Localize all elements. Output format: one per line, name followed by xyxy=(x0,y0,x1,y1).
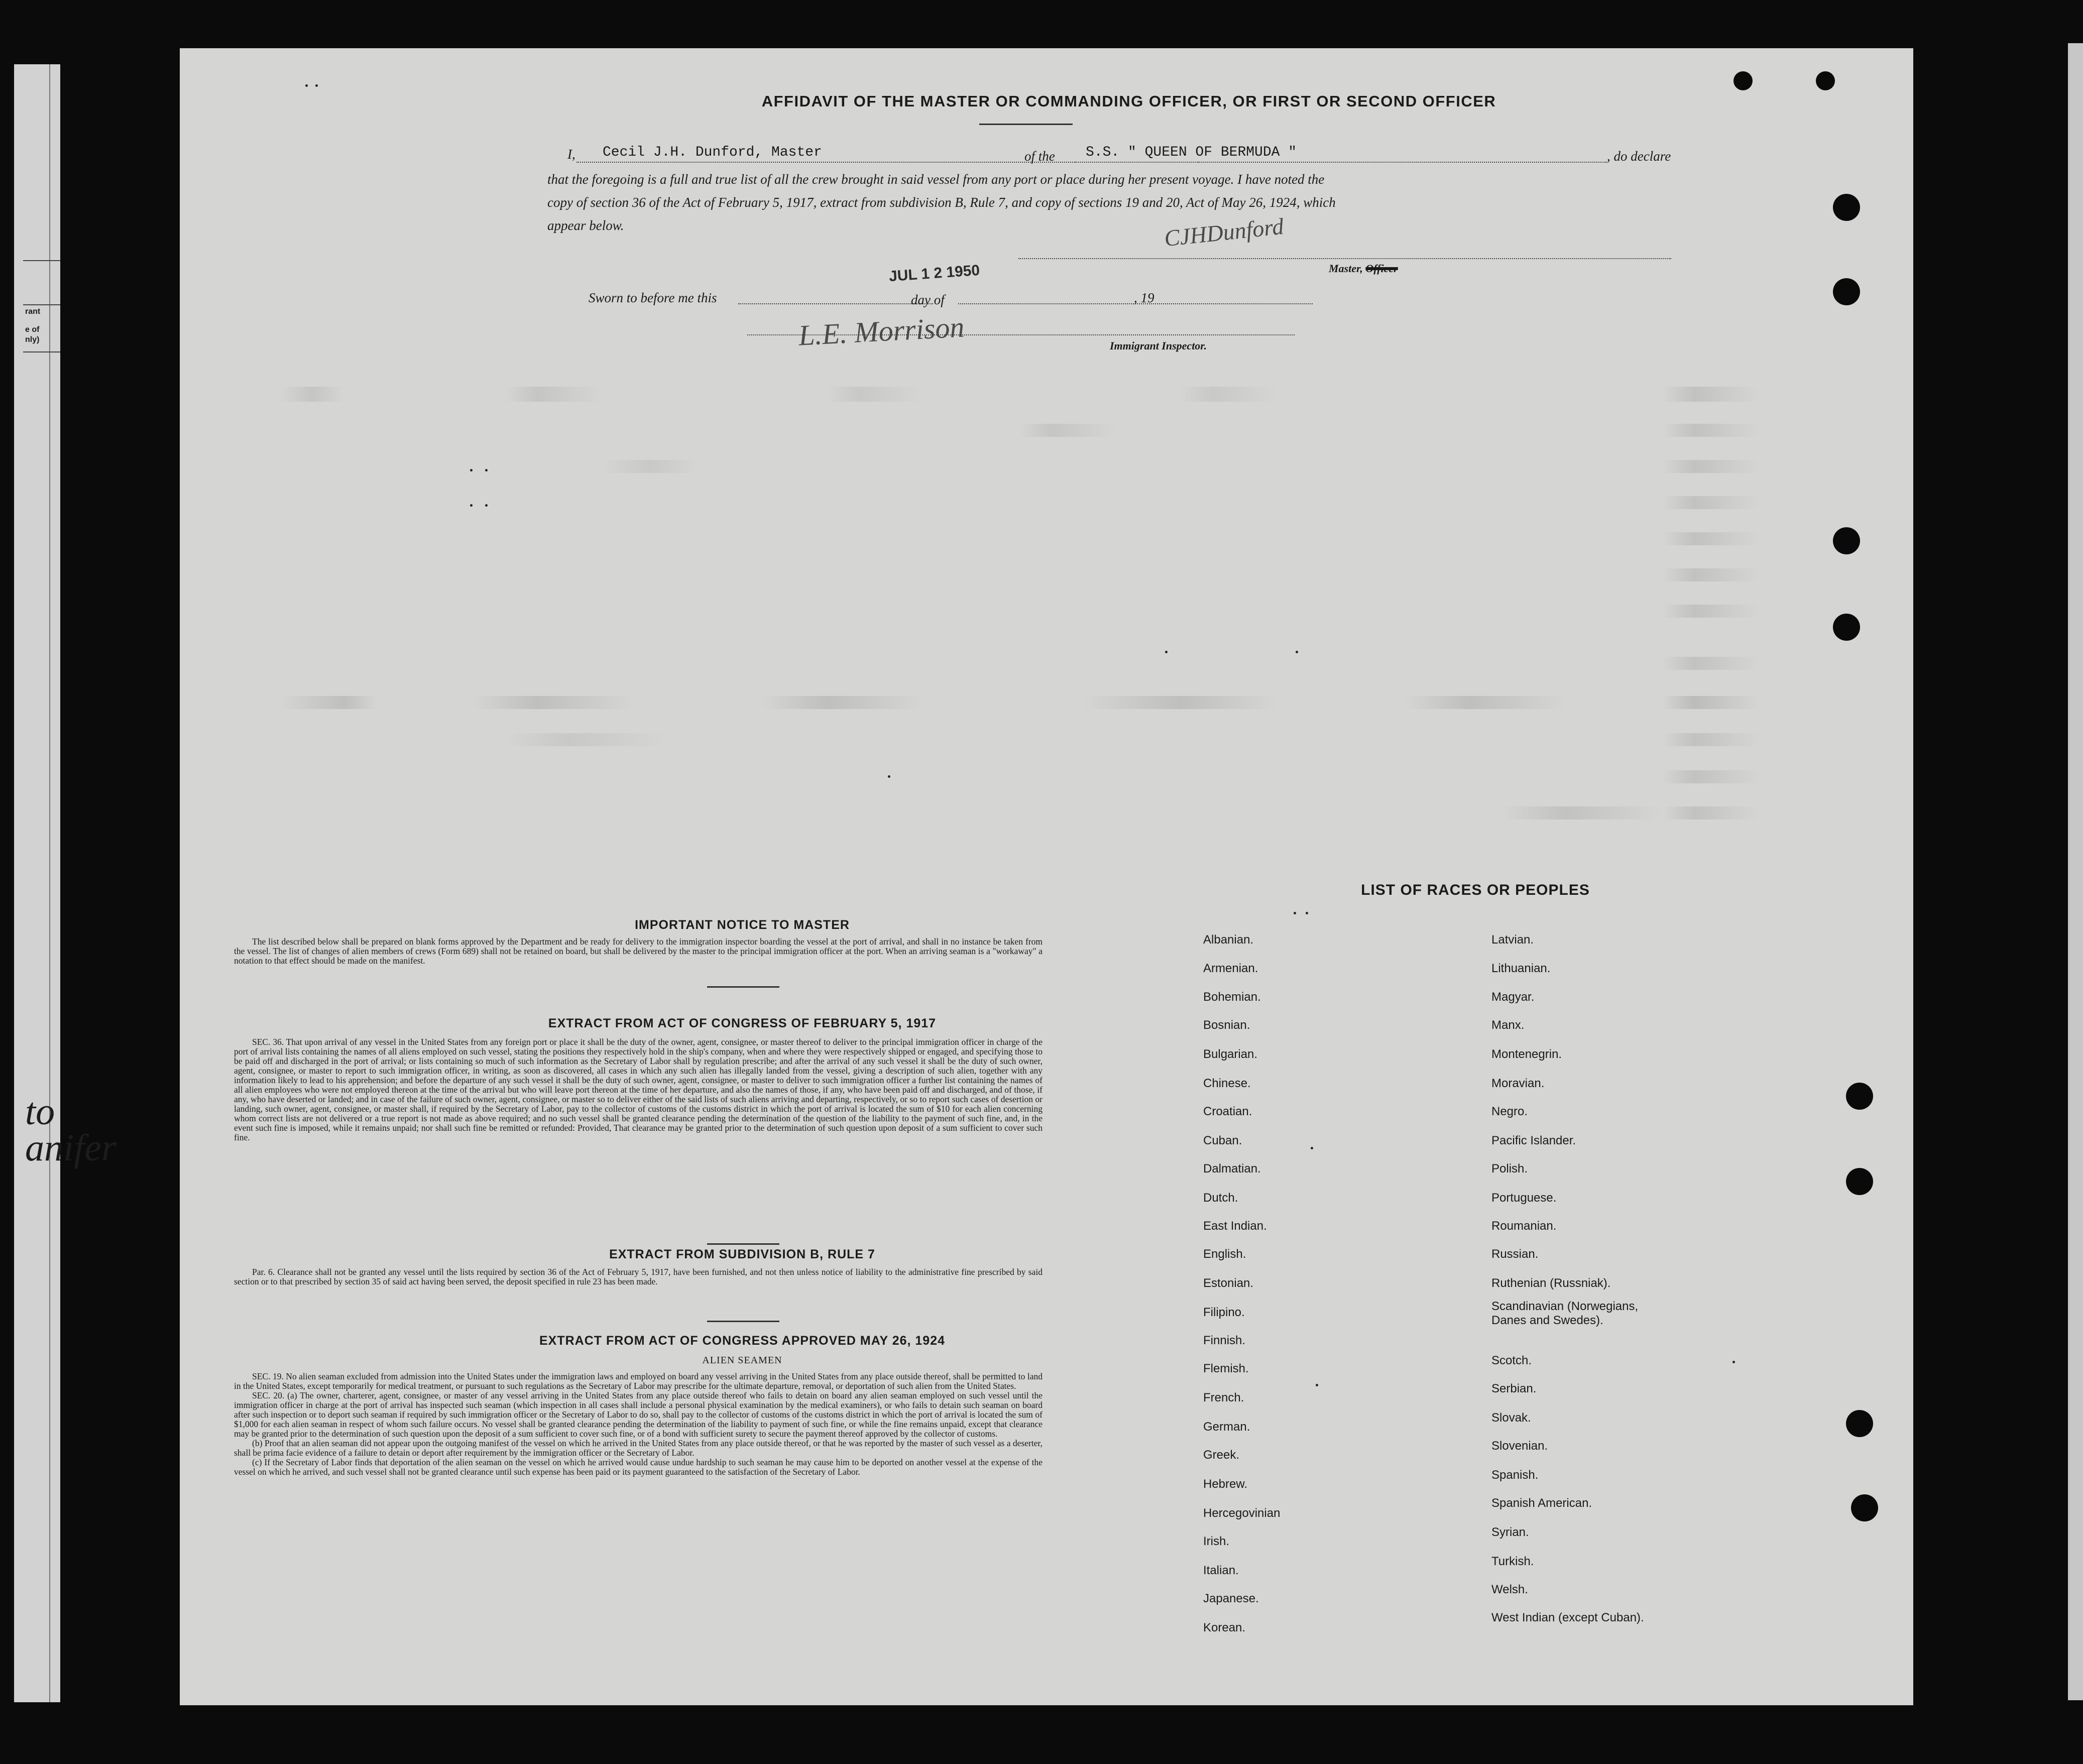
section-rule xyxy=(707,1321,779,1322)
punch-hole xyxy=(1846,1083,1873,1110)
race-item: Russian. xyxy=(1491,1247,1539,1261)
bleed-through-row xyxy=(280,733,1887,746)
race-item: Hercegovinian xyxy=(1203,1506,1281,1520)
race-item: Polish. xyxy=(1491,1162,1528,1175)
struck-officer-word: Officer xyxy=(1365,262,1398,275)
adjacent-page-left xyxy=(14,64,117,1702)
column-header-fragment: rant xyxy=(25,307,41,316)
bleed-through-row xyxy=(280,568,1887,581)
race-item: Bulgarian. xyxy=(1203,1047,1258,1061)
race-item: Dutch. xyxy=(1203,1191,1238,1205)
section-20b-paragraph: (b) Proof that an alien seaman did not appear upon the outgoing manifest of the vessel on which he arrived in the United States from any place outside thereof, or that he was reported by the master of such vessel as a deserter, shall be prima facie evidence of a failure to detain or deport after requirement by the immigration officer or the Secretary of Labor. xyxy=(234,1438,1043,1458)
race-item: Slovak. xyxy=(1491,1411,1531,1425)
race-item: Serbian. xyxy=(1491,1382,1537,1395)
race-item: Greek. xyxy=(1203,1448,1240,1462)
sworn-dotline xyxy=(738,303,933,304)
race-item: Pacific Islander. xyxy=(1491,1134,1576,1147)
race-item: French. xyxy=(1203,1391,1244,1404)
notice-text xyxy=(234,937,1043,966)
bleed-through-row xyxy=(280,806,1887,819)
signature-dotline xyxy=(1018,258,1671,259)
speck xyxy=(485,469,488,472)
race-item: Spanish. xyxy=(1491,1468,1539,1482)
punch-hole xyxy=(1846,1168,1873,1195)
speck xyxy=(470,469,473,472)
extract-1917-title: EXTRACT FROM ACT OF CONGRESS OF FEBRUARY 5, 1917 xyxy=(548,1016,937,1030)
race-item: Slovenian. xyxy=(1491,1439,1548,1453)
race-item: Korean. xyxy=(1203,1621,1246,1634)
punch-hole xyxy=(1816,71,1835,90)
bleed-through-row xyxy=(280,460,1887,473)
race-item: Montenegrin. xyxy=(1491,1047,1562,1061)
race-item: Irish. xyxy=(1203,1535,1230,1548)
race-item: Italian. xyxy=(1203,1564,1239,1577)
race-item: Lithuanian. xyxy=(1491,962,1551,975)
race-item: Latvian. xyxy=(1491,933,1534,947)
race-item: Roumanian. xyxy=(1491,1219,1557,1233)
speck xyxy=(1165,651,1168,653)
speck xyxy=(470,504,473,507)
section-20c-paragraph: (c) If the Secretary of Labor finds that deportation of the alien seaman on the vessel on which he arrived would cause undue hardship to such seaman he may cause him to be deported on another vessel at the expense of the vessel on which he arrived, and such vessel shall not be granted clearance until such expense has been paid or its payment guaranteed to the satisfaction of the Secretary of Labor. xyxy=(234,1457,1043,1477)
paragraph-6: Par. 6. Clearance shall not be granted any vessel until the lists required by section 36 of the Act of February 5, 1917, have been furnished, and not then unless notice of liability to the administrative fine prescribed by said section or to that prescribed by section 35 of said act having been served, the deposit specified in rule 23 has been made. xyxy=(234,1267,1043,1286)
section-20a-paragraph: SEC. 20. (a) The owner, charterer, agent, consignee, or master of any vessel arriving in the United States from any place outside thereof who fails to detain on board any alien seaman employed on such vessel until the immigration officer in charge at the port of arrival has inspected such seaman (which inspection in all cases shall include a personal physical examination by the medical examiners), or who fails to detain such seaman on board after such inspection or to deport such seaman if required by such immigration officer or the Secretary of Labor to do so, shall pay to the collector of customs of the customs district in which the port of arrival is located the sum of $1,000 for each alien seaman in respect of whom such failure occurs. No vessel shall be granted clearance pending the determination of the liability to payment of such fine, or while the fine remains unpaid, except that clearance may be granted prior to the determination of such question upon the deposit of a sum sufficient to cover such fine, or of a bond with sufficient surety to secure the payment thereof approved by the collector of customs. xyxy=(234,1390,1043,1439)
year-label: , 19 xyxy=(1134,290,1154,305)
race-item: Welsh. xyxy=(1491,1583,1528,1596)
affidavit-title: AFFIDAVIT OF THE MASTER OR COMMANDING OFFICER, OR FIRST OR SECOND OFFICER xyxy=(761,92,1496,110)
race-item: Syrian. xyxy=(1491,1525,1529,1539)
inspector-signature: L.E. Morrison xyxy=(797,310,965,352)
manifest-page xyxy=(180,48,1913,1705)
notice-paragraph: The list described below shall be prepared on blank forms approved by the Department and be ready for delivery to the immigration inspector boarding the vessel at the port of arrival, and shall in no instance be taken from the vessel. The list of changes of alien members of crews (Form 689) shall not be retained on board, but shall be delivered by the master to the principal immigration officer at the port. When an arriving seaman is a "workaway" a notation to that effect should be made on the manifest. xyxy=(234,936,1043,966)
punch-hole xyxy=(1833,527,1860,554)
adjacent-page-right xyxy=(2068,43,2083,1700)
race-item: Moravian. xyxy=(1491,1077,1545,1090)
race-item: East Indian. xyxy=(1203,1219,1267,1233)
punch-hole xyxy=(1846,1410,1873,1437)
master-signature: CJHDunford xyxy=(1163,213,1285,252)
extract-1924-title: EXTRACT FROM ACT OF CONGRESS APPROVED MAY 26, 1924 xyxy=(539,1334,946,1348)
column-header-fragment: e of xyxy=(25,325,40,334)
day-of-label: day of xyxy=(911,292,945,307)
race-item: Chinese. xyxy=(1203,1077,1251,1090)
race-item: Armenian. xyxy=(1203,962,1258,975)
punch-hole xyxy=(1833,278,1860,305)
race-item: Manx. xyxy=(1491,1018,1525,1032)
affidavit-line-2: that the foregoing is a full and true list of all the crew brought in said vessel from any port or place during her present voyage. I have noted the xyxy=(547,172,1325,187)
rule7-text xyxy=(234,1267,1043,1286)
race-item: Croatian. xyxy=(1203,1105,1252,1118)
affidavit-line-3: copy of section 36 of the Act of February 5, 1917, extract from subdivision B, Rule 7, and copy of sections 19 and 20, Act of May 26, 1924, which xyxy=(547,195,1336,210)
section-19-paragraph: SEC. 19. No alien seaman excluded from admission into the United States under the immigration laws and employed on board any vessel arriving in the United States from any place outside thereof, shall be permitted to land in the United States, except temporarily for medical treatment, or pursuant to such regulations as the Secretary of Labor may prescribe for the ultimate departure, removal, or deportation of such alien from the United States. xyxy=(234,1371,1043,1391)
title-rule xyxy=(979,124,1073,125)
races-title: LIST OF RACES OR PEOPLES xyxy=(1361,882,1590,898)
race-item: Dalmatian. xyxy=(1203,1162,1261,1175)
race-item: Japanese. xyxy=(1203,1592,1259,1605)
speck xyxy=(888,775,890,778)
section-rule xyxy=(707,986,779,988)
master-word: Master, xyxy=(1329,262,1363,275)
punch-hole xyxy=(1833,194,1860,221)
race-item: Ruthenian (Russniak). xyxy=(1491,1276,1611,1290)
speck xyxy=(1306,912,1308,914)
race-item: Cuban. xyxy=(1203,1134,1242,1147)
race-item: Magyar. xyxy=(1491,990,1535,1004)
extract-1924-text xyxy=(234,1372,1043,1477)
race-item: English. xyxy=(1203,1247,1246,1261)
race-item: Scotch. xyxy=(1491,1354,1532,1367)
race-item: Bohemian. xyxy=(1203,990,1261,1004)
race-item: Albanian. xyxy=(1203,933,1254,947)
vessel-dotline xyxy=(1075,162,1607,163)
inspector-dotline xyxy=(747,334,1295,335)
officer-name: Cecil J.H. Dunford, Master xyxy=(603,145,822,160)
punch-hole xyxy=(1851,1494,1878,1521)
of-the-label: of the xyxy=(1024,149,1055,164)
date-stamp: JUL 1 2 1950 xyxy=(888,262,981,285)
race-item: Negro. xyxy=(1491,1105,1528,1118)
inspector-label: Immigrant Inspector. xyxy=(1110,339,1207,352)
race-item: Filipino. xyxy=(1203,1306,1245,1319)
bleed-through-row xyxy=(280,770,1887,783)
handwritten-note: to anifer xyxy=(25,1091,117,1169)
speck xyxy=(305,84,308,87)
bleed-through-row xyxy=(280,496,1887,509)
extract-1917-text xyxy=(234,1037,1043,1142)
race-item: Spanish American. xyxy=(1491,1496,1592,1510)
ruled-line xyxy=(23,304,60,305)
race-item: German. xyxy=(1203,1420,1250,1434)
line-prefix: I, xyxy=(567,147,575,162)
section-36-paragraph: SEC. 36. That upon arrival of any vessel in the United States from any foreign port or place it shall be the duty of the owner, agent, consignee, or master thereof to deliver to the principal immigration officer in charge of the port of arrival lists containing the names of all aliens employed on such vessel, stating the positions they respectively hold in the ship's company, when and where they were respectively shipped or engaged, and specifying those to be paid off and discharged in the port of arrival; or lists containing so much of such information as the Secretary of Labor shall by regulation prescribe; and after the arrival of any such vessel it shall be the duty of such owner, agent, consignee, or master to report to such immigration officer, in writing, as soon as discovered, all cases in which any such alien has illegally landed from the vessel, giving a description of such alien, together with any information likely to lead to his apprehension; and before the departure of any such vessel it shall be the duty of such owner, agent, consignee, or master to deliver to such immigration officer a further list containing the names of all alien employees who were not employed thereon at the time of the arrival but who will leave port thereon at the time of her departure, and also the names of those, if any, who have been paid off and discharged, and of those, if any, who have deserted or landed; and in case of the failure of such owner, agent, consignee, or master so to deliver either of the said lists of such aliens arriving and departing, respectively, or so to report such cases of desertion or landing, such owner, agent, consignee, or master shall, if required by the Secretary of Labor, pay to the collector of customs of the customs district in which the port of arrival is located the sum of $10 for each alien concerning whom correct lists are not delivered or a true report is not made as above required; and no such vessel shall be granted clearance pending the determination of the question of the liability to the payment of such fine, and, in the event such fine is imposed, while it remains unpaid; nor shall such fine be remitted or refunded: Provided, That clearance may be granted prior to the determination of such question upon deposit of a sum sufficient to cover such fine. xyxy=(234,1037,1043,1142)
bleed-through-row xyxy=(280,605,1887,618)
speck xyxy=(1311,1147,1313,1149)
race-item: Bosnian. xyxy=(1203,1018,1250,1032)
notice-title: IMPORTANT NOTICE TO MASTER xyxy=(635,918,850,932)
rule7-title: EXTRACT FROM SUBDIVISION B, RULE 7 xyxy=(609,1247,875,1261)
race-item: Estonian. xyxy=(1203,1276,1254,1290)
master-label xyxy=(1329,262,1398,275)
race-item: Portuguese. xyxy=(1491,1191,1557,1205)
do-declare-label: , do declare xyxy=(1607,149,1671,164)
affidavit-line-1 xyxy=(567,147,575,162)
speck xyxy=(485,504,488,507)
bleed-through-row xyxy=(280,532,1887,545)
bleed-through-row xyxy=(280,424,1887,437)
bleed-through-row xyxy=(280,657,1887,670)
ruled-line xyxy=(49,64,50,1702)
punch-hole xyxy=(1733,71,1753,90)
affidavit-line-4: appear below. xyxy=(547,218,624,233)
column-header-fragment: nly) xyxy=(25,335,40,344)
alien-seamen-subtitle: ALIEN SEAMEN xyxy=(702,1355,782,1366)
section-rule xyxy=(707,1243,779,1245)
speck xyxy=(1316,1384,1318,1386)
bleed-through-row xyxy=(280,387,1887,402)
speck xyxy=(1294,912,1296,914)
ruled-line xyxy=(23,260,60,261)
race-item: Scandinavian (Norwegians, Danes and Swedes). xyxy=(1491,1300,1639,1327)
race-item: Turkish. xyxy=(1491,1555,1534,1568)
race-item: Flemish. xyxy=(1203,1362,1249,1375)
race-item: West Indian (except Cuban). xyxy=(1491,1611,1644,1624)
speck xyxy=(1296,651,1298,653)
speck xyxy=(1732,1361,1735,1363)
bleed-through-row xyxy=(280,696,1887,709)
ruled-line xyxy=(23,351,60,352)
sworn-label: Sworn to before me this xyxy=(589,290,717,305)
race-item: Finnish. xyxy=(1203,1334,1246,1347)
race-item: Hebrew. xyxy=(1203,1477,1248,1491)
speck xyxy=(315,84,318,87)
punch-hole xyxy=(1833,614,1860,641)
vessel-name: S.S. " QUEEN OF BERMUDA " xyxy=(1086,145,1297,160)
